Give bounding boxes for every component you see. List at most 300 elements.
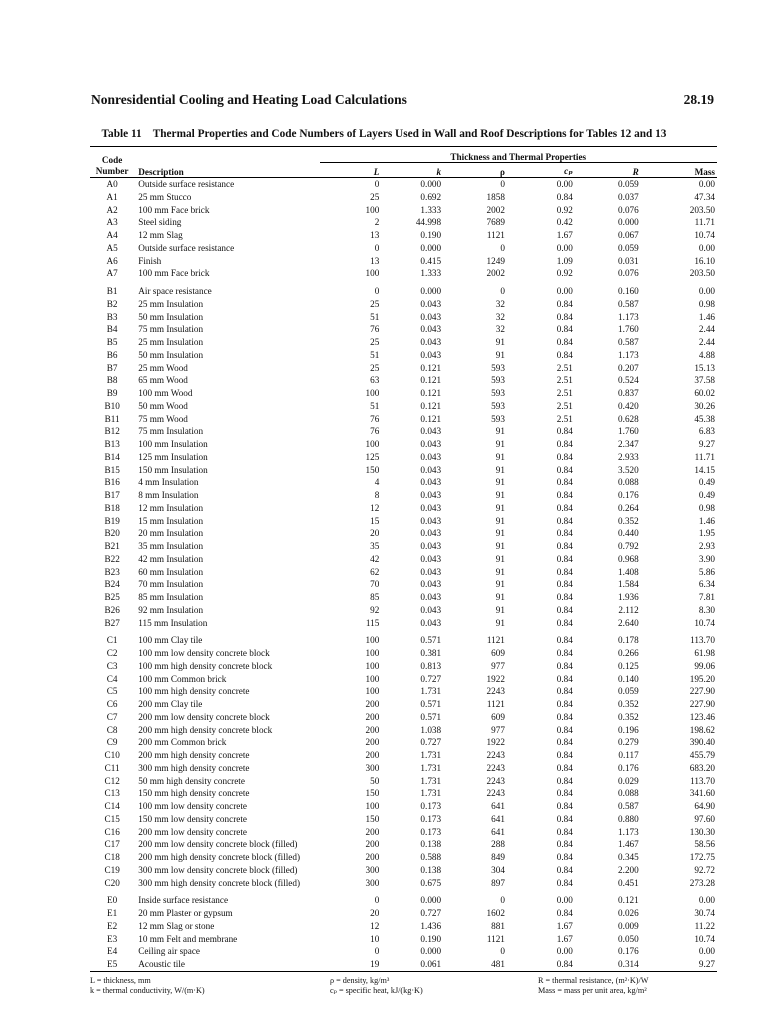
- description-cell: 65 mm Wood: [138, 375, 188, 386]
- R-cell: 0.029: [618, 775, 639, 786]
- table-row: [90, 451, 717, 464]
- description-cell: 100 mm Common brick: [138, 673, 227, 684]
- L-cell: 100: [365, 686, 380, 697]
- code-cell: E2: [107, 920, 118, 931]
- L-cell: 13: [370, 230, 380, 240]
- R-cell: 0.968: [618, 553, 639, 564]
- L-cell: 200: [365, 724, 380, 735]
- rho-cell: 91: [495, 541, 505, 551]
- table-row: [90, 298, 717, 311]
- rho-cell: 2243: [486, 750, 505, 760]
- rho-cell: 91: [495, 502, 505, 513]
- mass-cell: 273.28: [689, 877, 715, 888]
- L-cell: 42: [370, 553, 380, 564]
- rho-cell: 32: [495, 298, 505, 309]
- table-row: [90, 425, 717, 438]
- R-cell: 1.467: [618, 839, 639, 850]
- cp-cell: 0.84: [556, 635, 573, 646]
- table-row: [90, 864, 717, 877]
- L-cell: 100: [365, 268, 380, 279]
- L-cell: 50: [370, 775, 380, 786]
- description-cell: 200 mm low density concrete block (filled): [138, 839, 298, 850]
- description-cell: Finish: [138, 255, 162, 266]
- k-cell: 0.121: [420, 388, 442, 398]
- table-row: [90, 191, 717, 204]
- description-cell: 50 mm high density concrete: [138, 775, 245, 786]
- footnote-L: L = thickness, mm: [90, 976, 151, 985]
- k-cell: 1.436: [420, 920, 442, 931]
- k-cell: 0.043: [420, 592, 442, 602]
- rho-cell: 593: [491, 400, 505, 411]
- table-row: [90, 178, 717, 191]
- cp-cell: 0.92: [556, 268, 573, 279]
- code-cell: B14: [104, 451, 120, 462]
- mass-cell: 92.72: [694, 864, 715, 875]
- k-cell: 0.043: [420, 490, 442, 500]
- k-cell: 1.333: [420, 204, 442, 215]
- R-cell: 0.076: [618, 268, 639, 279]
- cp-cell: 0.00: [556, 286, 573, 296]
- code-cell: B21: [104, 541, 120, 551]
- R-cell: 0.264: [618, 502, 639, 513]
- L-cell: 4: [374, 477, 380, 488]
- cp-cell: 0.84: [556, 839, 573, 850]
- code-cell: A7: [106, 268, 118, 279]
- k-cell: 0.138: [420, 839, 442, 850]
- k-cell: 0.043: [420, 439, 442, 449]
- L-cell: 92: [370, 604, 380, 615]
- rho-cell: 1602: [486, 908, 505, 918]
- R-cell: 0.009: [618, 920, 639, 931]
- description-cell: 150 mm high density concrete: [138, 788, 250, 799]
- code-cell: B13: [104, 439, 120, 449]
- rho-cell: 593: [491, 362, 505, 373]
- table-row: [90, 838, 717, 851]
- code-cell: B6: [106, 349, 118, 360]
- code-cell: C9: [106, 737, 118, 748]
- k-cell: 0.043: [420, 324, 442, 335]
- table-footnotes: [90, 976, 717, 1006]
- rho-cell: 481: [491, 959, 505, 969]
- R-cell: 0.880: [618, 813, 639, 824]
- k-cell: 0.415: [420, 255, 442, 266]
- rho-cell: 977: [491, 660, 505, 671]
- R-cell: 1.936: [618, 592, 639, 602]
- code-cell: B10: [104, 400, 120, 411]
- cp-cell: 0.84: [556, 959, 573, 969]
- mass-cell: 47.34: [694, 191, 715, 202]
- cp-cell: 0.84: [556, 553, 573, 564]
- L-cell: 13: [370, 255, 380, 266]
- row-group: [90, 889, 717, 971]
- k-cell: 0.571: [420, 699, 442, 709]
- L-cell: 63: [370, 375, 380, 386]
- k-cell: 0.190: [420, 230, 442, 240]
- k-cell: 0.813: [420, 660, 442, 671]
- cp-cell: 1.67: [556, 933, 573, 944]
- table-row: [90, 787, 717, 800]
- k-cell: 0.043: [420, 477, 442, 488]
- k-cell: 0.043: [420, 311, 442, 322]
- rho-cell: 1121: [486, 635, 505, 646]
- L-cell: 200: [365, 750, 380, 760]
- mass-cell: 0.00: [698, 179, 715, 189]
- table-row: [90, 476, 717, 489]
- R-cell: 0.026: [618, 908, 639, 918]
- mass-cell: 7.81: [698, 592, 715, 602]
- table-caption: Table 11 Thermal Properties and Code Numbers of Layers Used in Wall and Roof Descriptions for Tables 12 and 13: [101, 128, 667, 140]
- code-cell: C10: [104, 750, 120, 760]
- L-cell: 100: [365, 673, 380, 684]
- R-cell: 0.587: [618, 337, 639, 347]
- cp-cell: 1.67: [556, 920, 573, 931]
- k-cell: 0.571: [420, 711, 442, 722]
- description-cell: 92 mm Insulation: [138, 604, 204, 615]
- cp-cell: 0.84: [556, 298, 573, 309]
- code-cell: B9: [106, 388, 118, 398]
- mass-cell: 227.90: [689, 699, 715, 709]
- mass-cell: 113.70: [690, 635, 715, 646]
- description-cell: Outside surface resistance: [138, 179, 235, 189]
- footnote-k: k = thermal conductivity, W/(m·K): [90, 986, 205, 995]
- table-row: [90, 800, 717, 813]
- R-cell: 0.000: [618, 217, 639, 228]
- k-cell: 1.731: [420, 788, 442, 799]
- R-cell: 3.520: [618, 464, 639, 475]
- table-row: [90, 889, 717, 907]
- cp-cell: 0.84: [556, 464, 573, 475]
- rho-cell: 609: [491, 648, 505, 658]
- L-header: L: [373, 167, 380, 177]
- code-header-line2: Number: [95, 166, 129, 176]
- rho-cell: 2002: [486, 268, 505, 279]
- cp-cell: 0.84: [556, 648, 573, 658]
- table-row: [90, 489, 717, 502]
- k-cell: 0.381: [420, 648, 442, 658]
- R-cell: 1.584: [618, 579, 639, 590]
- k-cell: 0.121: [420, 375, 442, 386]
- cp-cell: 0.84: [556, 775, 573, 786]
- L-cell: 25: [370, 191, 380, 202]
- k-cell: 0.043: [420, 541, 442, 551]
- k-cell: 0.043: [420, 579, 442, 590]
- footnote-R: R = thermal resistance, (m²·K)/W: [538, 976, 649, 985]
- cp-cell: 0.84: [556, 762, 573, 773]
- code-cell: C20: [104, 877, 120, 888]
- table-row: [90, 617, 717, 630]
- cp-cell: 0.84: [556, 579, 573, 590]
- code-cell: B22: [104, 553, 120, 564]
- R-cell: 1.173: [618, 349, 639, 360]
- page-number: 28.19: [683, 92, 714, 107]
- L-cell: 100: [365, 648, 380, 658]
- description-cell: 70 mm Insulation: [138, 579, 204, 590]
- rho-cell: 7689: [486, 217, 505, 228]
- code-cell: B5: [106, 337, 118, 347]
- mass-cell: 4.88: [698, 349, 715, 360]
- mass-cell: 58.56: [694, 839, 715, 850]
- rho-cell: 849: [491, 852, 505, 862]
- mass-cell: 455.79: [689, 750, 715, 760]
- mass-cell: 11.71: [694, 217, 715, 228]
- rho-cell: 0: [500, 179, 505, 189]
- cp-cell: 0.84: [556, 191, 573, 202]
- L-cell: 115: [365, 617, 380, 628]
- R-cell: 0.160: [618, 286, 639, 296]
- rho-cell: 609: [491, 711, 505, 722]
- L-cell: 25: [370, 362, 380, 373]
- rho-cell: 91: [495, 439, 505, 449]
- code-cell: C4: [106, 673, 118, 684]
- code-cell: E3: [107, 933, 118, 944]
- R-cell: 1.760: [618, 324, 639, 335]
- R-cell: 0.088: [618, 788, 639, 799]
- table-row: [90, 229, 717, 242]
- L-cell: 2: [374, 217, 380, 228]
- cp-cell: 2.51: [556, 375, 573, 386]
- table-row: [90, 387, 717, 400]
- R-cell: 0.196: [618, 724, 639, 735]
- rho-cell: 1121: [486, 230, 505, 240]
- k-cell: 0.061: [420, 959, 442, 969]
- L-cell: 150: [365, 813, 380, 824]
- description-cell: 150 mm low density concrete: [138, 813, 247, 824]
- k-cell: 0.043: [420, 604, 442, 615]
- table-row: [90, 413, 717, 426]
- rho-cell: 977: [491, 724, 505, 735]
- description-cell: 200 mm Clay tile: [138, 699, 203, 709]
- description-cell: 12 mm Slag or stone: [138, 920, 215, 931]
- description-cell: 300 mm high density concrete block (filled): [138, 877, 301, 888]
- description-cell: 100 mm low density concrete block: [138, 648, 270, 658]
- table-row: [90, 749, 717, 762]
- mass-cell: 9.27: [698, 959, 715, 969]
- R-cell: 0.059: [618, 686, 639, 697]
- table-row: [90, 685, 717, 698]
- rho-cell: 1121: [486, 933, 505, 944]
- code-header-line1: Code: [101, 155, 123, 165]
- code-cell: E0: [107, 895, 118, 906]
- description-cell: 200 mm low density concrete: [138, 826, 247, 837]
- R-cell: 0.440: [618, 528, 639, 539]
- rho-cell: 1121: [486, 699, 505, 709]
- footnote-rho: ρ = density, kg/m³: [330, 976, 390, 985]
- R-cell: 0.345: [618, 852, 639, 862]
- L-cell: 70: [370, 579, 380, 590]
- cp-cell: 0.92: [556, 204, 573, 215]
- description-cell: 25 mm Insulation: [138, 298, 204, 309]
- rho-cell: 2243: [486, 762, 505, 773]
- mass-cell: 37.58: [694, 375, 715, 386]
- table-row: [90, 242, 717, 255]
- code-cell: B3: [106, 311, 118, 322]
- rho-cell: 288: [491, 839, 505, 850]
- description-cell: 200 mm high density concrete block: [138, 724, 273, 735]
- description-cell: 25 mm Insulation: [138, 337, 204, 347]
- k-cell: 0.138: [420, 864, 442, 875]
- R-cell: 0.524: [618, 375, 639, 386]
- table-row: [90, 711, 717, 724]
- k-cell: 0.000: [420, 946, 442, 957]
- mass-cell: 130.30: [689, 826, 715, 837]
- row-group: [90, 178, 717, 281]
- L-cell: 51: [370, 400, 380, 411]
- k-cell: 0.043: [420, 349, 442, 360]
- description-cell: 12 mm Slag: [138, 230, 183, 240]
- cp-cell: 0.00: [556, 895, 573, 906]
- code-cell: A6: [106, 255, 118, 266]
- code-cell: C8: [106, 724, 118, 735]
- cp-cell: 0.84: [556, 660, 573, 671]
- k-cell: 1.731: [420, 762, 442, 773]
- k-cell: 0.000: [420, 242, 442, 253]
- k-cell: 0.588: [420, 852, 442, 862]
- description-cell: 75 mm Insulation: [138, 426, 204, 437]
- rho-cell: 91: [495, 426, 505, 437]
- L-cell: 100: [365, 204, 380, 215]
- cp-cell: 2.51: [556, 362, 573, 373]
- k-cell: 0.121: [420, 400, 442, 411]
- R-cell: 0.587: [618, 801, 639, 811]
- code-cell: B19: [104, 515, 120, 526]
- code-cell: B20: [104, 528, 120, 539]
- code-cell: A1: [106, 191, 118, 202]
- rho-cell: 91: [495, 604, 505, 615]
- table-row: [90, 660, 717, 673]
- description-cell: 100 mm Clay tile: [138, 635, 203, 646]
- R-cell: 0.125: [618, 660, 639, 671]
- R-cell: 0.266: [618, 648, 639, 658]
- description-cell: 150 mm Insulation: [138, 464, 208, 475]
- footnote-column-1: [90, 976, 205, 996]
- cp-cell: 0.84: [556, 528, 573, 539]
- code-number-header: [90, 147, 134, 178]
- mass-cell: 6.83: [698, 426, 715, 437]
- running-head: [91, 92, 714, 108]
- k-cell: 0.692: [420, 191, 442, 202]
- code-cell: B24: [104, 579, 120, 590]
- cp-cell: 0.84: [556, 750, 573, 760]
- table-row: [90, 762, 717, 775]
- R-cell: 0.176: [618, 762, 639, 773]
- description-cell: 42 mm Insulation: [138, 553, 204, 564]
- description-cell: 125 mm Insulation: [138, 451, 208, 462]
- cp-cell: 2.51: [556, 413, 573, 424]
- L-cell: 300: [365, 877, 380, 888]
- k-cell: 1.038: [420, 724, 442, 735]
- table-row: [90, 604, 717, 617]
- R-cell: 0.140: [618, 673, 639, 684]
- L-cell: 62: [370, 566, 380, 577]
- mass-cell: 1.46: [698, 311, 715, 322]
- code-cell: C15: [104, 813, 120, 824]
- code-cell: B25: [104, 592, 120, 602]
- k-cell: 0.173: [420, 813, 442, 824]
- description-cell: Outside surface resistance: [138, 242, 235, 253]
- k-cell: 1.731: [420, 750, 442, 760]
- rho-cell: 641: [491, 813, 505, 824]
- L-cell: 20: [370, 528, 380, 539]
- cp-cell: 0.84: [556, 592, 573, 602]
- rho-cell: 91: [495, 477, 505, 488]
- rho-cell: 2002: [486, 204, 505, 215]
- L-cell: 200: [365, 699, 380, 709]
- description-cell: Steel siding: [138, 217, 182, 228]
- code-cell: A5: [106, 242, 118, 253]
- cp-cell: 0.84: [556, 451, 573, 462]
- code-cell: A4: [106, 230, 118, 240]
- rho-cell: 881: [491, 920, 505, 931]
- code-cell: B18: [104, 502, 120, 513]
- description-cell: 35 mm Insulation: [138, 541, 204, 551]
- code-cell: B15: [104, 464, 120, 475]
- cp-cell: 0.84: [556, 673, 573, 684]
- mass-cell: 683.20: [689, 762, 715, 773]
- R-cell: 2.933: [618, 451, 639, 462]
- table-row: [90, 255, 717, 268]
- table-row: [90, 349, 717, 362]
- description-cell: 20 mm Plaster or gypsum: [138, 908, 233, 918]
- cp-cell: 0.84: [556, 711, 573, 722]
- code-cell: C13: [104, 788, 120, 799]
- description-cell: 200 mm high density concrete block (filled): [138, 852, 301, 862]
- k-cell: 0.173: [420, 826, 442, 837]
- L-cell: 51: [370, 311, 380, 322]
- table-row: [90, 698, 717, 711]
- mass-cell: 1.95: [698, 528, 715, 539]
- mass-cell: 0.00: [698, 946, 715, 957]
- cp-cell: 0.84: [556, 737, 573, 748]
- mass-cell: 0.98: [698, 502, 715, 513]
- code-cell: C14: [104, 801, 120, 811]
- k-cell: 0.043: [420, 553, 442, 564]
- code-cell: C11: [104, 762, 120, 773]
- L-cell: 100: [365, 660, 380, 671]
- table-row: [90, 907, 717, 920]
- cp-cell: 0.00: [556, 242, 573, 253]
- cp-cell: 0.84: [556, 801, 573, 811]
- k-header: k: [436, 167, 442, 177]
- L-cell: 100: [365, 439, 380, 449]
- L-cell: 51: [370, 349, 380, 360]
- description-cell: 50 mm Insulation: [138, 349, 204, 360]
- code-cell: C16: [104, 826, 120, 837]
- cp-cell: 0.84: [556, 311, 573, 322]
- L-cell: 300: [365, 762, 380, 773]
- R-cell: 0.121: [618, 895, 639, 906]
- cp-cell: 0.84: [556, 724, 573, 735]
- code-cell: C6: [106, 699, 118, 709]
- mass-cell: 97.60: [694, 813, 715, 824]
- table-row: [90, 464, 717, 477]
- rho-cell: 593: [491, 388, 505, 398]
- rho-header: ρ: [499, 167, 505, 177]
- mass-cell: 61.98: [694, 648, 715, 658]
- cp-cell: 0.84: [556, 699, 573, 709]
- row-group: [90, 629, 717, 889]
- description-cell: 100 mm Face brick: [138, 204, 210, 215]
- R-cell: 0.314: [618, 959, 639, 969]
- rho-cell: 32: [495, 324, 505, 335]
- code-cell: E4: [107, 946, 118, 957]
- mass-cell: 341.60: [689, 788, 715, 799]
- k-cell: 0.121: [420, 413, 442, 424]
- k-cell: 0.043: [420, 298, 442, 309]
- table-row: [90, 527, 717, 540]
- L-cell: 20: [370, 908, 380, 918]
- table-row: [90, 374, 717, 387]
- L-cell: 100: [365, 388, 380, 398]
